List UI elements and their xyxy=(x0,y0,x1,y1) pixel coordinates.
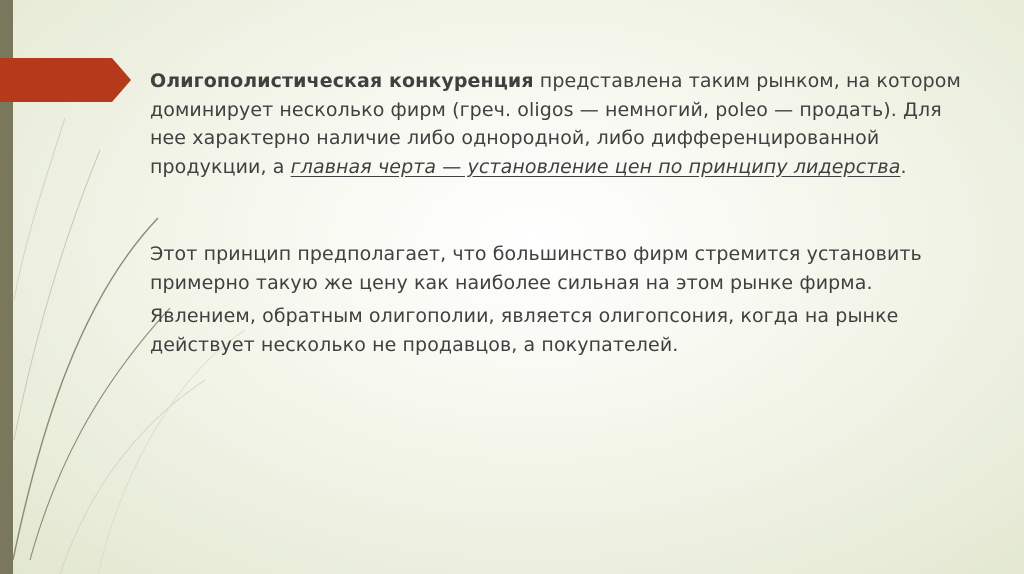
key-feature-emphasis: главная черта — установление цен по принципу лидерства xyxy=(290,155,901,178)
decor-curve-2 xyxy=(30,308,170,560)
slide-body xyxy=(150,67,980,359)
term-oligopolistic-competition: Олигополистическая конкуренция xyxy=(150,70,534,92)
paragraph-end: . xyxy=(900,155,907,178)
paragraph-oligopsony: Явлением, обратным олигополии, является олигопсония, когда на рынке действует несколько не продавцов, а покупателей. xyxy=(150,305,899,356)
paragraph-oligopoly xyxy=(150,67,980,181)
decor-curve-1 xyxy=(13,218,158,560)
decor-curve-4 xyxy=(60,380,205,574)
paragraph-text: представлена таким рынком, на котором доминирует несколько фирм (греч. oligos — немногий, poleo — продать). Для нее характерно наличие либо однородной, либо дифференцированной продукции, а xyxy=(150,70,961,178)
decor-curve-6 xyxy=(14,118,65,300)
paragraph-leadership-principle: Этот принцип предполагает, что большинство фирм стремится установить примерно такую же цену как наиболее сильная на этом рынке фирма. xyxy=(150,243,922,294)
title-accent-arrow xyxy=(0,58,131,102)
decor-curve-5 xyxy=(98,330,245,574)
